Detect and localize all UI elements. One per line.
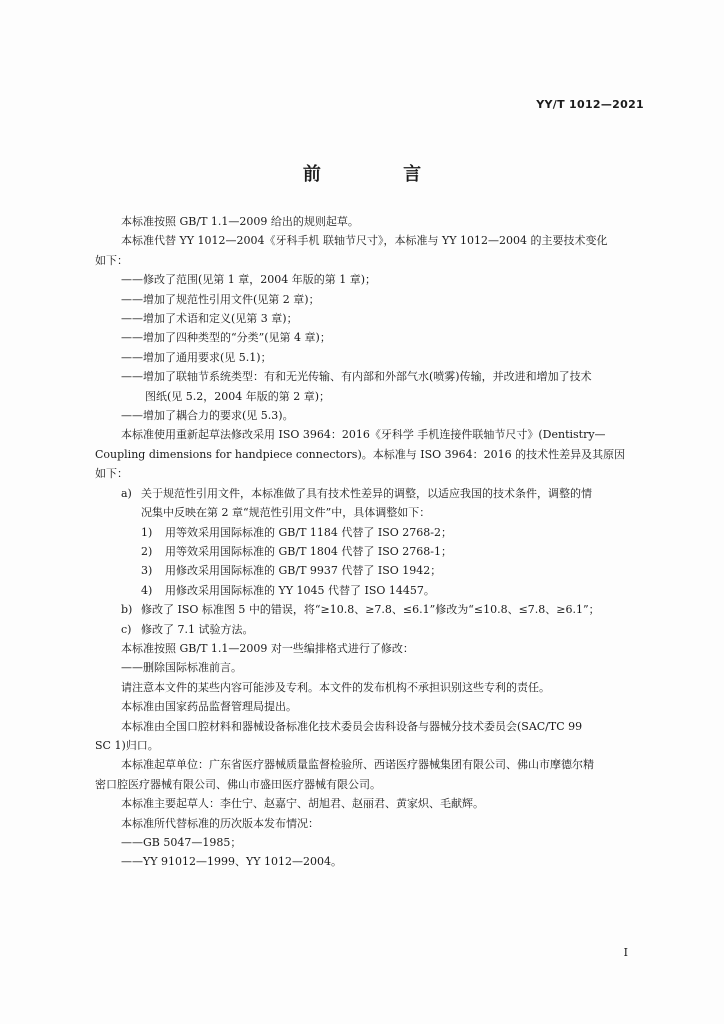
list-marker: 4) <box>141 583 153 597</box>
paragraph-drafting-units-cont: 密口腔医疗器械有限公司、佛山市盛田医疗器械有限公司。 <box>95 777 381 791</box>
difference-item-b <box>95 600 647 619</box>
list-item-line: 关于规范性引用文件，本标准做了具有技术性差异的调整，以适应我国的技术条件，调整的情 <box>141 486 592 500</box>
history-item: ——YY 91012—1999、YY 1012—2004。 <box>121 855 343 869</box>
sub-item-text: 用等效采用国际标准的 GB/T 1184 代替了 ISO 2768-2； <box>165 525 452 539</box>
sub-item <box>95 561 647 580</box>
difference-item-a <box>95 484 647 523</box>
sub-item-text: 用修改采用国际标准的 GB/T 9937 代替了 ISO 1942； <box>165 564 442 578</box>
paragraph-drafting-units: 本标准起草单位：广东省医疗器械质量监督检验所、西诺医疗器械集团有限公司、佛山市摩德尔精 <box>121 758 594 772</box>
list-marker: c) <box>121 622 132 636</box>
change-item-line: ——增加了联轴节系统类型：有和无光传输、有内部和外部气水(喷雾)传输，并改进和增加了技术 <box>121 370 592 384</box>
sub-item <box>95 542 647 561</box>
change-item <box>95 367 647 406</box>
list-marker: 1) <box>141 525 153 539</box>
list-marker: 2) <box>141 544 153 558</box>
list-marker: a) <box>121 486 132 500</box>
list-item-line: 况集中反映在第 2 章“规范性引用文件”中，具体调整如下： <box>141 506 431 520</box>
paragraph-edits: 本标准按照 GB/T 1.1—2009 对一些编排格式进行了修改： <box>121 641 414 655</box>
change-item: ——增加了耦合力的要求(见 5.3)。 <box>121 409 294 423</box>
change-item: ——增加了通用要求(见 5.1)； <box>121 350 272 364</box>
change-item: ——增加了术语和定义(见第 3 章)； <box>121 312 298 326</box>
edit-item: ——删除国际标准前言。 <box>121 661 242 675</box>
list-item-text: 修改了 ISO 标准图 5 中的错误，将“≥10.8、≥7.8、≤6.1”修改为“≤10.8、≤7.8、≥6.1”； <box>141 603 600 617</box>
list-marker: b) <box>121 603 133 617</box>
page-title: 前 言 <box>302 164 460 185</box>
sub-item-text: 用等效采用国际标准的 GB/T 1804 代替了 ISO 2768-1； <box>165 544 452 558</box>
change-item-line: 图纸(见 5.2，2004 年版的第 2 章)； <box>145 389 331 403</box>
standard-code: YY/T 1012—2021 <box>536 98 644 111</box>
difference-item-c <box>95 620 647 639</box>
paragraph-iso-adoption-cont: Coupling dimensions for handpiece connectors)。本标准与 ISO 3964：2016 的技术性差异及其原因 <box>95 447 626 461</box>
sub-item <box>95 581 647 600</box>
paragraph-patent: 请注意本文件的某些内容可能涉及专利。本文件的发布机构不承担识别这些专利的责任。 <box>121 680 550 694</box>
paragraph-iso-adoption: 本标准使用重新起草法修改采用 ISO 3964：2016《牙科学 手机连接件联轴节尺寸》(Dentistry— <box>121 428 606 442</box>
page-number: I <box>623 946 628 959</box>
change-item: ——修改了范围(见第 1 章，2004 年版的第 1 章)； <box>121 273 377 287</box>
change-item: ——增加了规范性引用文件(见第 2 章)； <box>121 292 320 306</box>
paragraph-replacement-cont: 如下： <box>95 253 128 267</box>
sub-item-text: 用修改采用国际标准的 YY 1045 代替了 ISO 14457。 <box>165 583 435 597</box>
history-item: ——GB 5047—1985； <box>121 836 242 849</box>
paragraph-technical-committee-cont: SC 1)归口。 <box>95 738 159 752</box>
paragraph-history: 本标准所代替标准的历次版本发布情况： <box>121 816 319 830</box>
sub-item <box>95 523 647 542</box>
change-item: ——增加了四种类型的“分类”(见第 4 章)； <box>121 331 331 345</box>
paragraph-replacement: 本标准代替 YY 1012—2004《牙科手机 联轴节尺寸》，本标准与 YY 1012—2004 的主要技术变化 <box>121 234 608 248</box>
paragraph-drafters: 本标准主要起草人：李仕宁、赵嘉宁、胡旭君、赵丽君、黄家炽、毛献辉。 <box>121 797 484 811</box>
paragraph-drafting-rules: 本标准按照 GB/T 1.1—2009 给出的规则起草。 <box>121 215 359 228</box>
paragraph-iso-adoption-cont: 如下： <box>95 467 128 481</box>
paragraph-proposed: 本标准由国家药品监督管理局提出。 <box>121 700 297 714</box>
paragraph-technical-committee: 本标准由全国口腔材料和器械设备标准化技术委员会齿科设备与器械分技术委员会(SAC/TC 99 <box>121 719 583 733</box>
foreword-body <box>95 212 647 872</box>
list-item-text: 修改了 7.1 试验方法。 <box>141 622 254 636</box>
list-marker: 3) <box>141 564 153 578</box>
